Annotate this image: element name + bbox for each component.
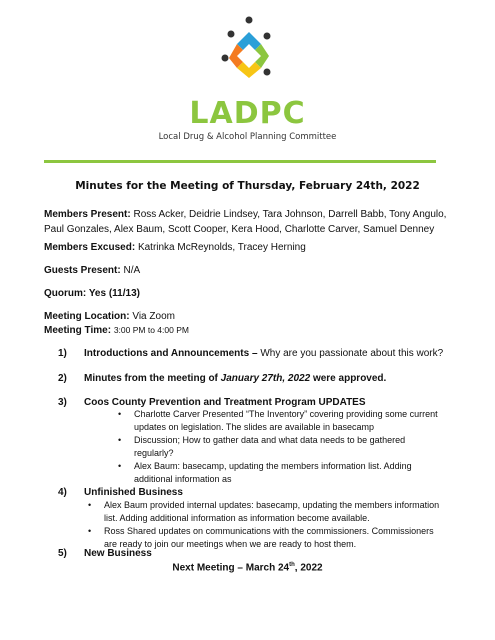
guests-present	[44, 263, 140, 278]
guests-label: Guests Present:	[44, 265, 121, 276]
list-item: • Ross Shared updates on communications with the commissioners. Commissioners are ready to join our meetings when we are ready to host them.	[104, 525, 456, 551]
location-label: Meeting Location:	[44, 311, 130, 322]
agenda-item-5: 5) New Business	[58, 548, 152, 559]
divider	[44, 160, 436, 163]
meeting-location	[44, 309, 175, 324]
time-label: Meeting Time:	[44, 325, 112, 336]
list-item: • Discussion; How to gather data and what data needs to be gathered regularly?	[134, 434, 454, 460]
logo-subtitle: Local Drug & Alcohol Planning Committee	[158, 132, 337, 142]
ladpc-logo-icon	[219, 14, 279, 86]
members-present-label: Members Present:	[44, 209, 131, 220]
members-excused	[44, 240, 306, 255]
agenda-item-3: 3) Coos County Prevention and Treatment Program UPDATES	[58, 397, 366, 408]
meeting-time	[44, 323, 189, 338]
logo-name: LADPC	[189, 96, 306, 131]
next-meeting: Next Meeting – March 24th, 2022	[172, 562, 323, 574]
members-excused-text: Katrinka McReynolds, Tracey Herning	[137, 242, 306, 253]
list-item: • Charlotte Carver Presented “The Inventory” covering providing some current updates on legislation. The slides are available in basecamp	[134, 408, 454, 434]
list-item: • Alex Baum: basecamp, updating the members information list. Adding additional information as	[134, 460, 454, 486]
time-text: 3:00 PM to 4:00 PM	[113, 325, 189, 335]
agenda-item-1: 1) Introductions and Announcements – Why are you passionate about this work?	[58, 348, 444, 359]
guests-text: N/A	[123, 265, 141, 276]
quorum: Quorum: Yes (11/13)	[44, 288, 140, 299]
list-item: • Alex Baum provided internal updates: basecamp, updating the members information list. Adding additional information as information become available.	[104, 499, 456, 525]
agenda-item-2: 2) Minutes from the meeting of January 27th, 2022 were approved.	[58, 373, 387, 384]
members-present-text: Ross Acker, Deidrie Lindsey, Tara Johnson, Darrell Babb, Tony Angulo,	[133, 209, 447, 220]
location-text: Via Zoom	[132, 311, 175, 322]
logo	[0, 14, 495, 154]
members-present	[44, 207, 446, 222]
agenda-item-4: 4) Unfinished Business	[58, 487, 183, 498]
members-present-cont: Paul Gonzales, Alex Baum, Scott Cooper, Kera Hood, Charlotte Carver, Samuel Denney	[44, 224, 435, 235]
members-excused-label: Members Excused:	[44, 242, 136, 253]
page-title: Minutes for the Meeting of Thursday, February 24th, 2022	[75, 180, 420, 192]
